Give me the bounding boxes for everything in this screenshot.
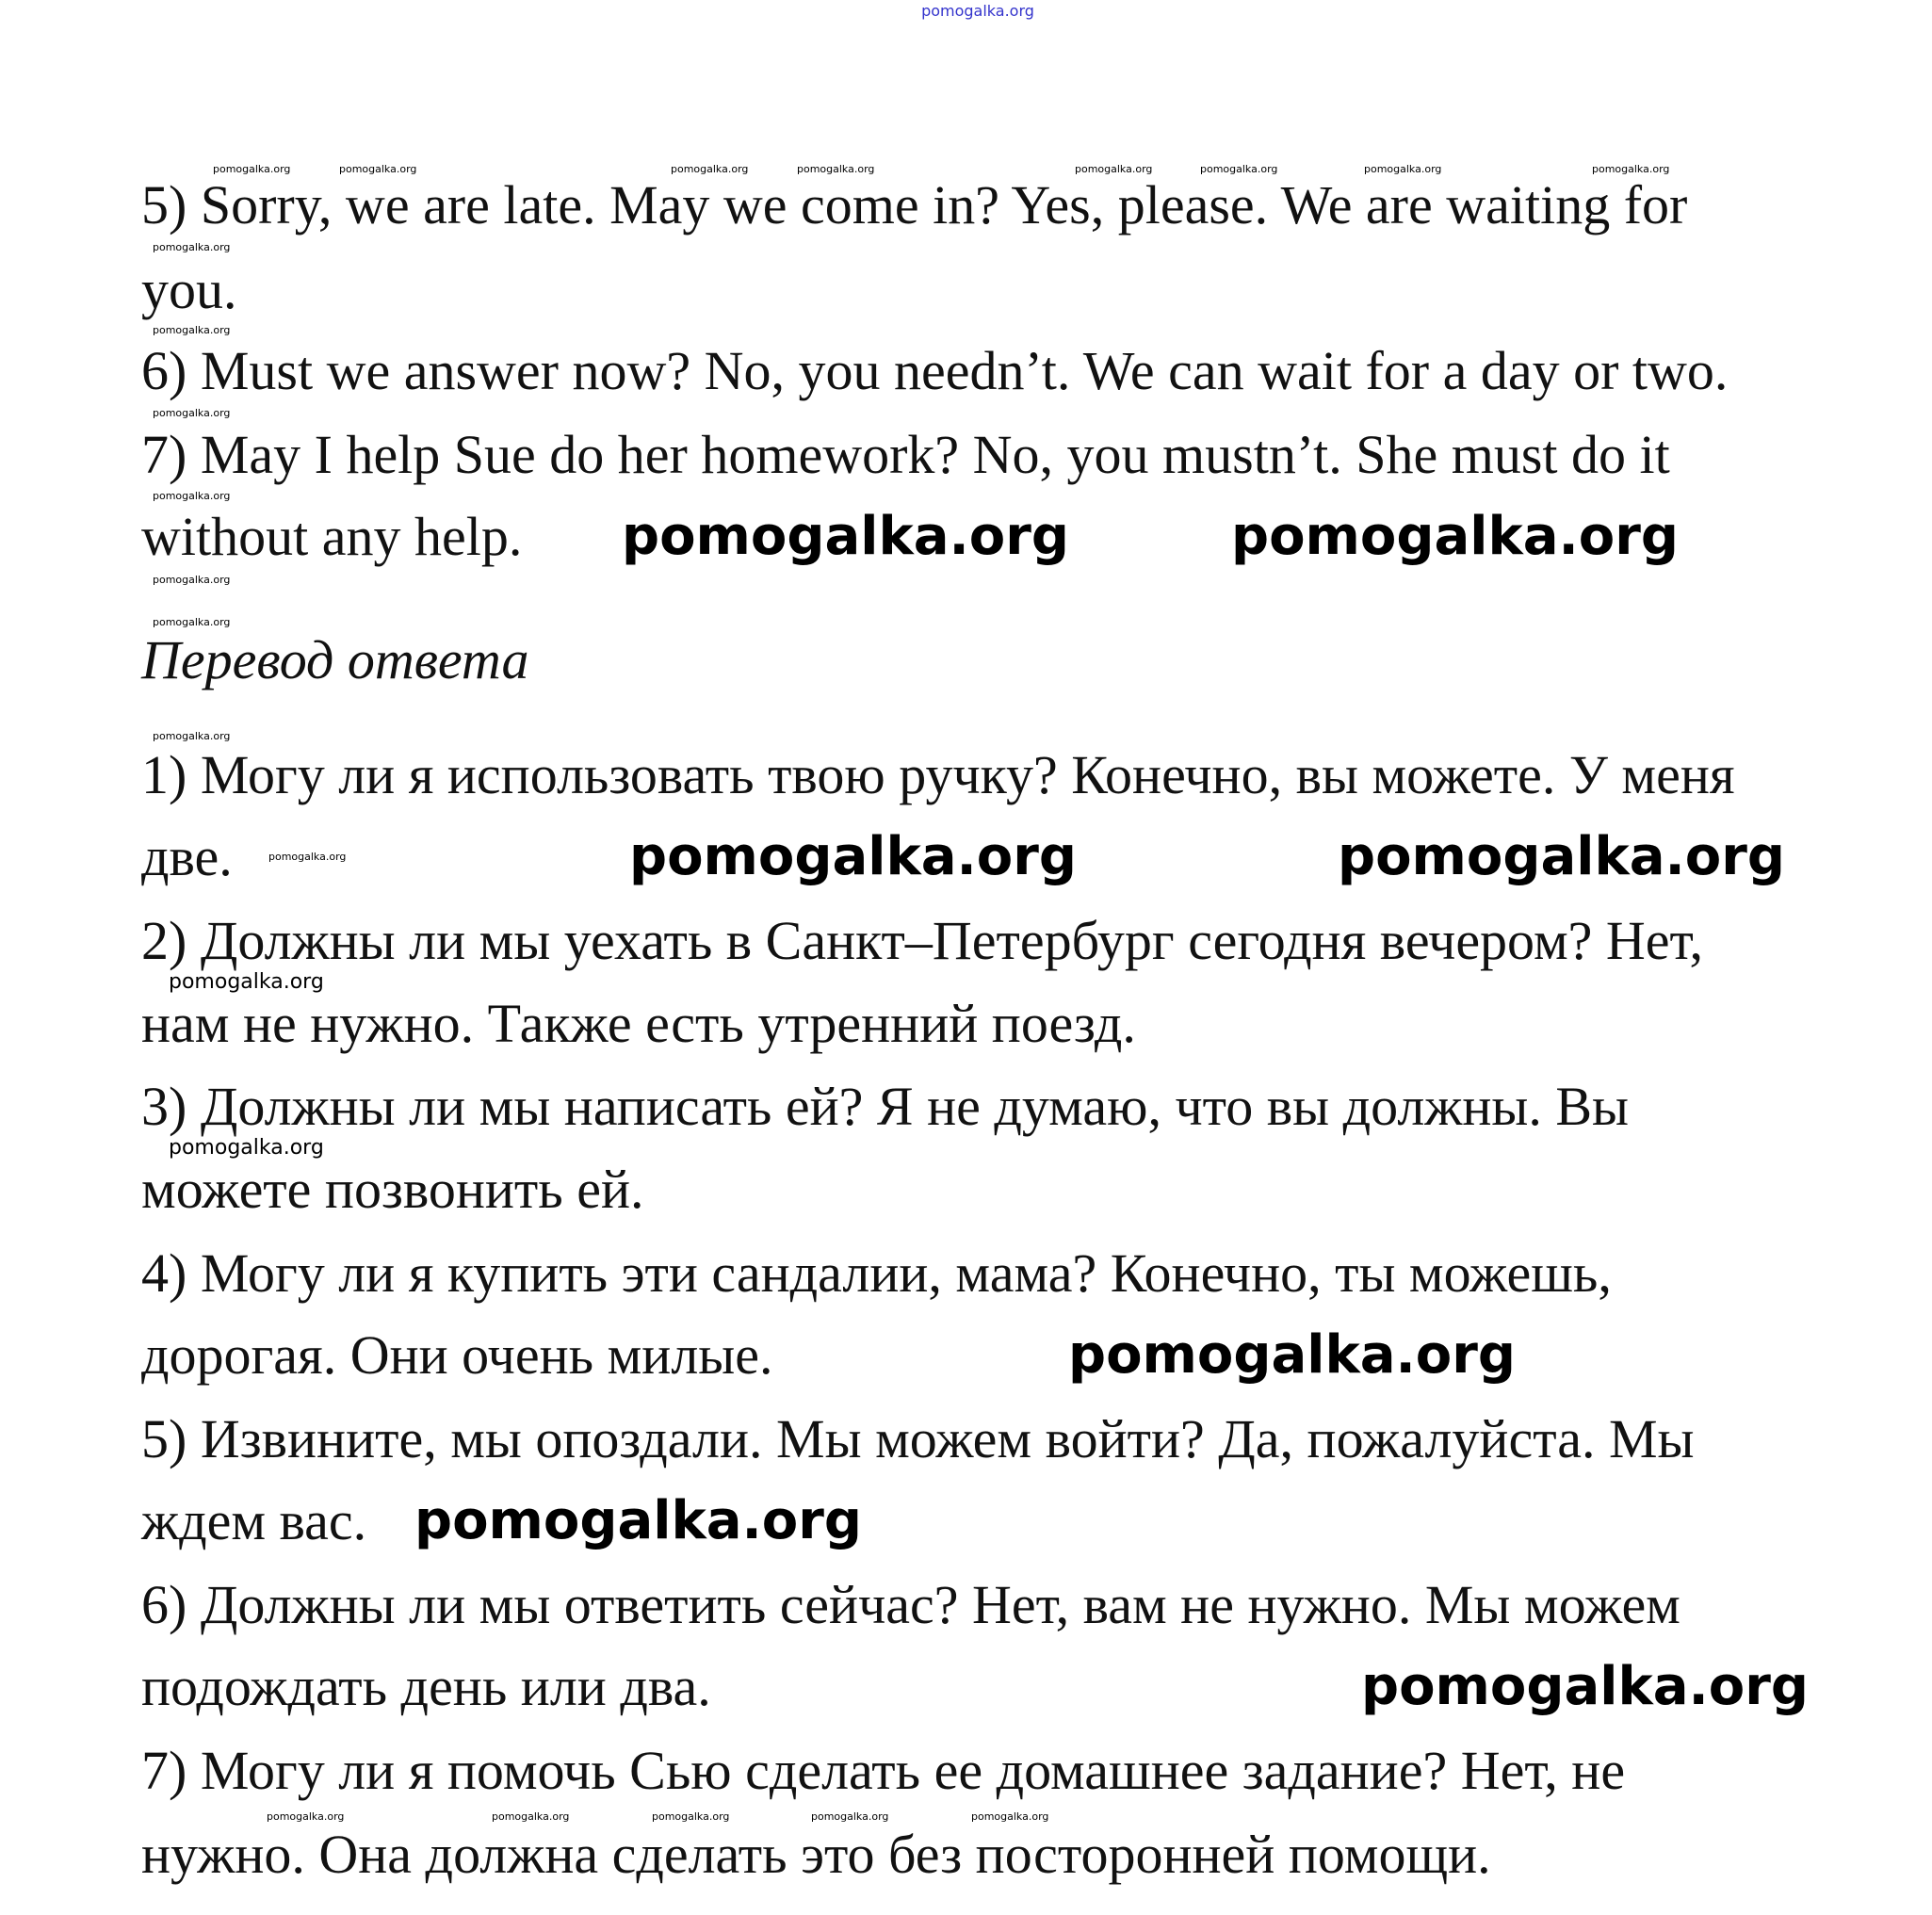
section-heading: Перевод ответа	[141, 629, 529, 690]
watermark: pomogalka.org	[153, 574, 231, 586]
text-line: 7) Могу ли я помочь Сью сделать ее домашнее задание? Нет, не	[141, 1740, 1626, 1801]
watermark: pomogalka.org	[652, 1810, 730, 1823]
watermark: pomogalka.org	[1200, 163, 1278, 175]
watermark: pomogalka.org	[797, 163, 875, 175]
watermark: pomogalka.org	[1364, 163, 1442, 175]
watermark: pomogalka.org	[1231, 506, 1679, 567]
watermark: pomogalka.org	[1075, 163, 1153, 175]
watermark: pomogalka.org	[1068, 1324, 1516, 1386]
text-line: ждем вас.	[141, 1490, 367, 1551]
text-line: нужно. Она должна сделать это без посторонней помощи.	[141, 1824, 1491, 1885]
text-line: 5) Sorry, we are late. May we come in? Yes, please. We are waiting for	[141, 174, 1688, 235]
watermark: pomogalka.org	[153, 490, 231, 502]
text-line: 1) Могу ли я использовать твою ручку? Конечно, вы можете. У меня	[141, 744, 1735, 805]
watermark: pomogalka.org	[629, 826, 1077, 887]
watermark: pomogalka.org	[339, 163, 417, 175]
watermark: pomogalka.org	[1592, 163, 1670, 175]
text-line: дорогая. Они очень милые.	[141, 1324, 773, 1386]
watermark: pomogalka.org	[267, 1810, 345, 1823]
watermark: pomogalka.org	[1361, 1656, 1809, 1717]
watermark: pomogalka.org	[1338, 826, 1785, 887]
watermark: pomogalka.org	[811, 1810, 889, 1823]
text-line: две.	[141, 826, 233, 887]
text-line: 2) Должны ли мы уехать в Санкт–Петербург сегодня вечером? Нет,	[141, 910, 1704, 971]
watermark: pomogalka.org	[153, 616, 231, 628]
watermark: pomogalka.org	[414, 1490, 862, 1551]
text-line: you.	[141, 259, 237, 320]
watermark: pomogalka.org	[213, 163, 291, 175]
text-line: 7) May I help Sue do her homework? No, you mustn’t. She must do it	[141, 424, 1670, 485]
text-line: 5) Извините, мы опоздали. Мы можем войти? Да, пожалуйста. Мы	[141, 1408, 1695, 1469]
text-line: without any help.	[141, 506, 523, 567]
text-line: 6) Должны ли мы ответить сейчас? Нет, вам не нужно. Мы можем	[141, 1574, 1680, 1635]
watermark: pomogalka.org	[971, 1810, 1049, 1823]
watermark: pomogalka.org	[169, 1136, 324, 1160]
watermark: pomogalka.org	[153, 407, 231, 419]
watermark: pomogalka.org	[268, 851, 347, 863]
text-line: 3) Должны ли мы написать ей? Я не думаю, что вы должны. Вы	[141, 1076, 1630, 1137]
site-link[interactable]: pomogalka.org	[921, 2, 1034, 20]
text-line: 6) Must we answer now? No, you needn’t. We can wait for a day or two.	[141, 340, 1729, 401]
watermark: pomogalka.org	[153, 730, 231, 742]
watermark: pomogalka.org	[169, 970, 324, 994]
text-line: нам не нужно. Также есть утренний поезд.	[141, 993, 1136, 1054]
text-line: можете позвонить ей.	[141, 1159, 644, 1220]
text-line: 4) Могу ли я купить эти сандалии, мама? Конечно, ты можешь,	[141, 1242, 1612, 1304]
watermark: pomogalka.org	[671, 163, 749, 175]
watermark: pomogalka.org	[153, 324, 231, 336]
watermark: pomogalka.org	[153, 241, 231, 253]
watermark: pomogalka.org	[492, 1810, 570, 1823]
text-line: подождать день или два.	[141, 1656, 711, 1717]
watermark: pomogalka.org	[622, 506, 1069, 567]
